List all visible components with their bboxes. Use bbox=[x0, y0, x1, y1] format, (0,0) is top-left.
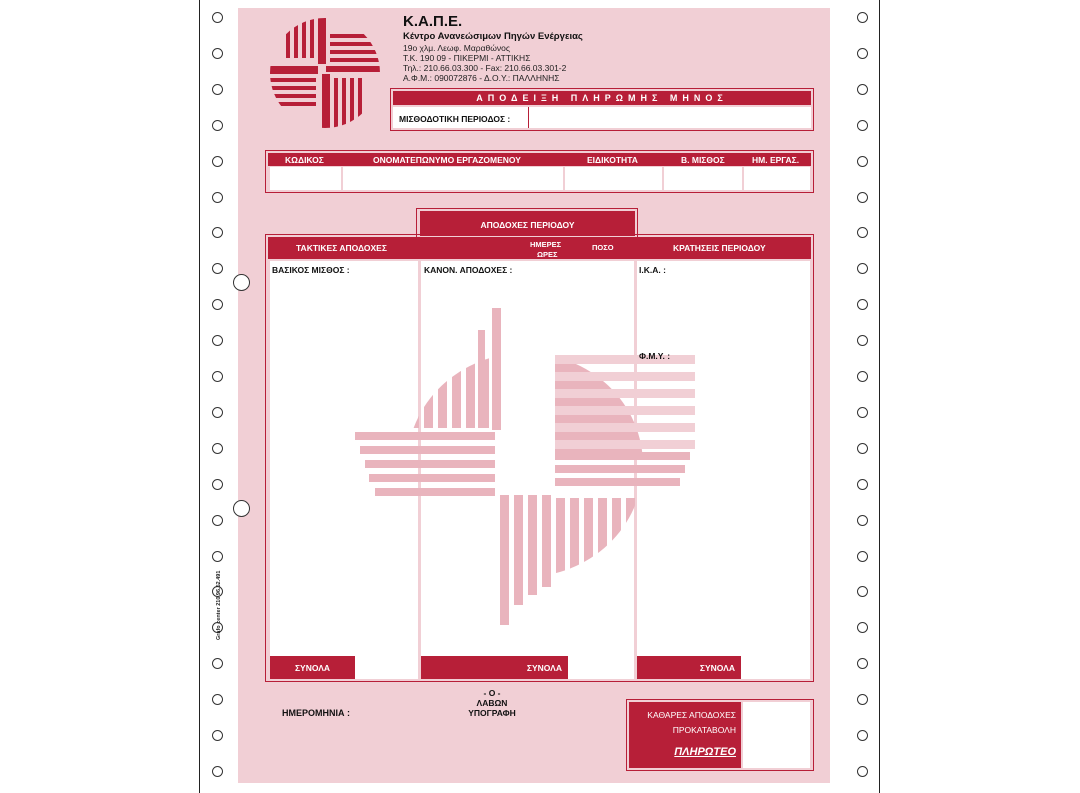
feed-hole bbox=[857, 12, 868, 23]
cell-base-salary[interactable] bbox=[664, 167, 742, 190]
advance-label: ΠΡΟΚΑΤΑΒΟΛΗ bbox=[672, 725, 736, 735]
total-deductions-label: ΣΥΝΟΛΑ bbox=[699, 663, 735, 673]
company-abbr: Κ.Α.Π.Ε. bbox=[403, 13, 463, 30]
feed-hole bbox=[212, 479, 223, 490]
binder-hole bbox=[233, 500, 250, 517]
feed-hole bbox=[212, 515, 223, 526]
col-base-salary: Β. ΜΙΣΘΟΣ bbox=[681, 155, 725, 165]
payable-label: ΠΛΗΡΩΤΕΟ bbox=[674, 746, 736, 758]
feed-hole bbox=[212, 192, 223, 203]
deductions-title: ΚΡΑΤΗΣΕΙΣ ΠΕΡΙΟΔΟΥ bbox=[673, 243, 766, 253]
kape-logo bbox=[266, 14, 384, 132]
feed-hole bbox=[857, 156, 868, 167]
recipient-line-2: ΛΑΒΩΝ bbox=[476, 698, 508, 708]
total-basic-label: ΣΥΝΟΛΑ bbox=[294, 663, 331, 673]
company-phone: Τηλ.: 210.66.03.300 - Fax: 210.66.03.301-2 bbox=[403, 63, 567, 73]
feed-hole bbox=[212, 730, 223, 741]
amount-label: ΠΟΣΟ bbox=[592, 243, 614, 252]
company-tax-id: Α.Φ.Μ.: 090072876 - Δ.Ο.Υ.: ΠΑΛΛΗΝΗΣ bbox=[403, 73, 560, 83]
feed-hole bbox=[857, 766, 868, 777]
total-deductions-bar bbox=[637, 656, 741, 679]
feed-hole bbox=[212, 551, 223, 562]
feed-hole bbox=[212, 407, 223, 418]
feed-hole bbox=[212, 156, 223, 167]
binder-hole bbox=[233, 274, 250, 291]
cell-name[interactable] bbox=[343, 167, 563, 190]
date-label: ΗΜΕΡΟΜΗΝΙΑ : bbox=[282, 708, 350, 718]
company-name: Κέντρο Ανανεώσιμων Πηγών Ενέργειας bbox=[403, 31, 583, 42]
feed-hole bbox=[212, 443, 223, 454]
recipient-line-3: ΥΠΟΓΡΑΦΗ bbox=[468, 708, 516, 718]
company-address-2: Τ.Κ. 190 09 - ΠΙΚΕΡΜΙ - ΑΤΤΙΚΗΣ bbox=[403, 53, 531, 63]
feed-hole bbox=[212, 120, 223, 131]
feed-hole bbox=[857, 84, 868, 95]
feed-hole bbox=[212, 12, 223, 23]
cell-code[interactable] bbox=[270, 167, 341, 190]
feed-hole bbox=[857, 551, 868, 562]
cell-work-days[interactable] bbox=[744, 167, 810, 190]
earnings-period-tab bbox=[420, 211, 635, 236]
feed-hole bbox=[857, 730, 868, 741]
days-label: ΗΜΕΡΕΣ bbox=[530, 240, 562, 249]
feed-hole bbox=[857, 515, 868, 526]
printer-credit: Grafo center 210 96.52.491 bbox=[216, 570, 222, 640]
company-address-1: 19ο χλμ. Λεωφ. Μαραθώνος bbox=[403, 43, 510, 53]
net-pay-label: ΚΑΘΑΡΕΣ ΑΠΟΔΟΧΕΣ bbox=[647, 710, 736, 720]
feed-hole bbox=[857, 120, 868, 131]
feed-hole bbox=[857, 479, 868, 490]
basic-salary-label: ΒΑΣΙΚΟΣ ΜΙΣΘΟΣ : bbox=[272, 265, 350, 275]
net-pay-values[interactable] bbox=[743, 702, 810, 768]
net-pay-labels bbox=[629, 702, 741, 768]
regular-earnings-title: ΤΑΚΤΙΚΕΣ ΑΠΟΔΟΧΕΣ bbox=[296, 243, 387, 253]
total-regular-label: ΣΥΝΟΛΑ bbox=[526, 663, 562, 673]
feed-hole bbox=[212, 84, 223, 95]
ika-label: Ι.Κ.Α. : bbox=[639, 265, 666, 275]
feed-hole bbox=[857, 407, 868, 418]
feed-hole bbox=[212, 371, 223, 382]
fmy-label: Φ.Μ.Υ. : bbox=[639, 351, 671, 361]
feed-hole bbox=[212, 48, 223, 59]
hours-label: ΩΡΕΣ bbox=[537, 250, 558, 259]
col-code: ΚΩΔΙΚΟΣ bbox=[285, 155, 324, 165]
feed-hole bbox=[212, 766, 223, 777]
employee-header-bar bbox=[268, 153, 811, 166]
col-name: ΟΝΟΜΑΤΕΠΩΝΥΜΟ ΕΡΓΑΖΟΜΕΝΟΥ bbox=[373, 155, 521, 165]
total-basic-bar bbox=[270, 656, 355, 679]
col-specialty: ΕΙΔΙΚΟΤΗΤΑ bbox=[587, 155, 638, 165]
earnings-period-title: ΑΠΟΔΟΧΕΣ ΠΕΡΙΟΔΟΥ bbox=[480, 220, 575, 230]
receipt-title-bar bbox=[393, 91, 811, 105]
regular-pay-label: ΚΑΝΟΝ. ΑΠΟΔΟΧΕΣ : bbox=[424, 265, 513, 275]
total-regular-bar bbox=[421, 656, 568, 679]
feed-hole bbox=[857, 443, 868, 454]
recipient-line-1: - Ο - bbox=[483, 688, 501, 698]
feed-hole bbox=[857, 371, 868, 382]
col-work-days: ΗΜ. ΕΡΓΑΣ. bbox=[752, 155, 800, 165]
cell-specialty[interactable] bbox=[565, 167, 662, 190]
receipt-title: ΑΠΟΔΕΙΞΗ ΠΛΗΡΩΜΗΣ ΜΗΝΟΣ bbox=[476, 93, 728, 103]
feed-hole bbox=[857, 192, 868, 203]
recipient-signature bbox=[460, 688, 524, 718]
period-label: ΜΙΣΘΟΔΟΤΙΚΗ ΠΕΡΙΟΔΟΣ : bbox=[399, 114, 511, 124]
feed-hole bbox=[857, 48, 868, 59]
